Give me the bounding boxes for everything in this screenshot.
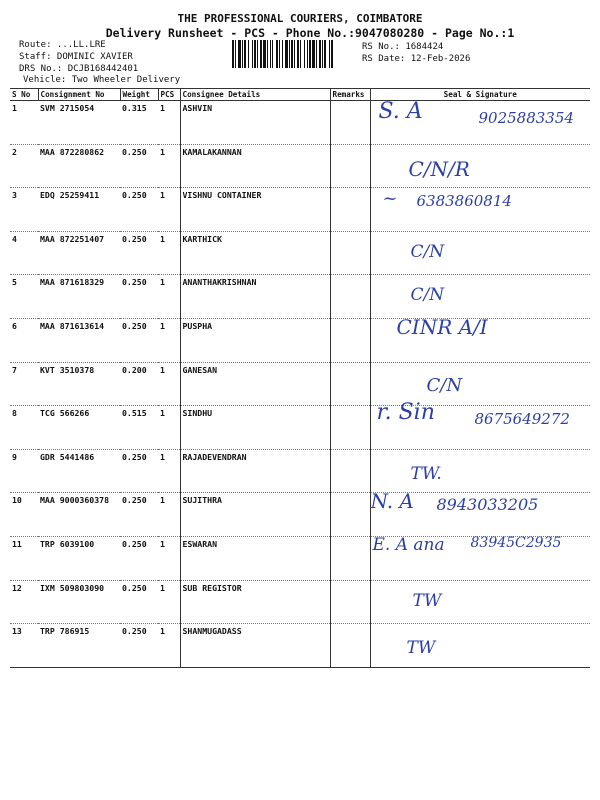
col-consignment: Consignment No (38, 89, 120, 101)
table-row (10, 318, 590, 362)
cell-sno: 6 (10, 318, 38, 362)
col-sno: S No (10, 89, 38, 101)
table-row (10, 101, 590, 145)
cell-signature (370, 449, 590, 493)
handwritten-phone: 6383860814 (416, 192, 512, 211)
runsheet-subtitle: Delivery Runsheet - PCS - Phone No.:9047080280 - Page No.:1 (105, 26, 515, 40)
cell-pcs: 1 (158, 101, 180, 145)
cell-signature (370, 101, 590, 145)
cell-cons: MAA 872280862 (38, 144, 120, 188)
table-row (10, 624, 590, 668)
table-row (10, 580, 590, 624)
handwritten-signature: N. A (370, 489, 414, 514)
handwritten-phone: 9025883354 (478, 109, 574, 127)
cell-remarks (330, 449, 370, 493)
handwritten-signature: CINR A/I (396, 314, 488, 339)
handwritten-phone: 8943033205 (436, 495, 539, 515)
cell-name: SHANMUGADASS (180, 624, 330, 668)
handwritten-signature: C/N (410, 285, 445, 306)
cell-name: ASHVIN (180, 101, 330, 145)
table-header-row (10, 89, 590, 101)
cell-sno: 8 (10, 406, 38, 450)
table-row (10, 406, 590, 450)
table-row (10, 188, 590, 232)
cell-signature (370, 400, 590, 450)
cell-name: ESWARAN (180, 536, 330, 580)
handwritten-signature: ~ (382, 188, 398, 210)
rs-date: RS Date: 12-Feb-2026 (362, 54, 471, 64)
rs-number: RS No.: 1684424 (362, 42, 444, 52)
table-row (10, 231, 590, 275)
cell-weight: 0.250 (120, 144, 158, 188)
route-label: Route: ...LL.LRE (19, 40, 106, 50)
handwritten-signature: TW (412, 590, 442, 611)
company-title: THE PROFESSIONAL COURIERS, COIMBATORE (177, 12, 423, 25)
cell-weight: 0.515 (120, 406, 158, 450)
cell-name: GANESAN (180, 362, 330, 406)
cell-sno: 5 (10, 275, 38, 319)
handwritten-signature: TW (406, 638, 436, 659)
cell-sno: 1 (10, 101, 38, 145)
cell-sno: 13 (10, 624, 38, 668)
cell-cons: TRP 6039100 (38, 536, 120, 580)
cell-sno: 12 (10, 580, 38, 624)
cell-pcs: 1 (158, 580, 180, 624)
cell-cons: IXM 509803090 (38, 580, 120, 624)
cell-signature (370, 275, 590, 319)
table-row (10, 449, 590, 493)
cell-signature (370, 231, 590, 275)
cell-pcs: 1 (158, 188, 180, 232)
cell-pcs: 1 (158, 493, 180, 537)
handwritten-signature: C/N (410, 241, 445, 262)
handwritten-phone: 83945C2935 (470, 534, 562, 551)
cell-remarks (330, 362, 370, 406)
handwritten-signature: TW. (410, 463, 442, 484)
cell-signature (370, 188, 590, 232)
cell-pcs: 1 (158, 406, 180, 450)
cell-name: SINDHU (180, 406, 330, 450)
cell-remarks (330, 101, 370, 145)
col-weight: Weight (120, 89, 158, 101)
staff-label: Staff: DOMINIC XAVIER (19, 52, 133, 62)
table-row (10, 493, 590, 537)
handwritten-phone: 8675649272 (474, 410, 570, 429)
cell-sno: 11 (10, 536, 38, 580)
cell-name: SUJITHRA (180, 493, 330, 537)
cell-pcs: 1 (158, 624, 180, 668)
cell-cons: GDR 5441486 (38, 449, 120, 493)
cell-pcs: 1 (158, 231, 180, 275)
cell-weight: 0.250 (120, 449, 158, 493)
cell-name: SUB REGISTOR (180, 580, 330, 624)
cell-weight: 0.250 (120, 536, 158, 580)
cell-sno: 10 (10, 493, 38, 537)
table-row (10, 275, 590, 319)
cell-remarks (330, 493, 370, 537)
col-signature: Seal & Signature (370, 89, 590, 101)
cell-sno: 3 (10, 188, 38, 232)
cell-weight: 0.250 (120, 275, 158, 319)
vehicle-label: Vehicle: Two Wheeler Delivery (23, 75, 181, 85)
col-pcs: PCS (158, 89, 180, 101)
cell-weight: 0.250 (120, 231, 158, 275)
cell-signature (370, 314, 590, 362)
cell-weight: 0.200 (120, 362, 158, 406)
cell-weight: 0.250 (120, 188, 158, 232)
handwritten-signature: S. A (378, 99, 423, 124)
cell-signature (370, 624, 590, 668)
cell-remarks (330, 275, 370, 319)
cell-sno: 2 (10, 144, 38, 188)
cell-cons: KVT 3510378 (38, 362, 120, 406)
cell-name: RAJADEVENDRAN (180, 449, 330, 493)
cell-sno: 9 (10, 449, 38, 493)
col-consignee: Consignee Details (180, 89, 330, 101)
cell-name: PUSPHA (180, 318, 330, 362)
handwritten-signature: r. Sin (376, 400, 435, 426)
cell-signature (370, 536, 590, 580)
runsheet-table (10, 88, 590, 668)
col-remarks: Remarks (330, 89, 370, 101)
cell-signature (370, 144, 590, 188)
cell-pcs: 1 (158, 275, 180, 319)
cell-pcs: 1 (158, 536, 180, 580)
cell-cons: MAA 872251407 (38, 231, 120, 275)
cell-remarks (330, 188, 370, 232)
handwritten-signature: C/N (426, 374, 463, 396)
cell-remarks (330, 231, 370, 275)
cell-cons: TCG 566266 (38, 406, 120, 450)
cell-weight: 0.250 (120, 493, 158, 537)
handwritten-signature: E. A ana (372, 534, 445, 555)
cell-remarks (330, 580, 370, 624)
cell-cons: TRP 786915 (38, 624, 120, 668)
handwritten-signature: C/N/R (408, 156, 470, 181)
cell-sno: 4 (10, 231, 38, 275)
cell-pcs: 1 (158, 449, 180, 493)
cell-cons: MAA 871613614 (38, 318, 120, 362)
cell-name: ANANTHAKRISHNAN (180, 275, 330, 319)
cell-remarks (330, 536, 370, 580)
cell-cons: MAA 9000360378 (38, 493, 120, 537)
drs-label: DRS No.: DCJB168442401 (19, 64, 139, 74)
cell-remarks (330, 318, 370, 362)
cell-remarks (330, 624, 370, 668)
cell-name: KAMALAKANNAN (180, 144, 330, 188)
cell-cons: SVM 2715054 (38, 101, 120, 145)
cell-sno: 7 (10, 362, 38, 406)
cell-pcs: 1 (158, 144, 180, 188)
table-row (10, 362, 590, 406)
cell-signature (370, 489, 590, 537)
cell-name: KARTHICK (180, 231, 330, 275)
cell-name: VISHNU CONTAINER (180, 188, 330, 232)
cell-weight: 0.250 (120, 318, 158, 362)
cell-pcs: 1 (158, 318, 180, 362)
cell-remarks (330, 406, 370, 450)
cell-weight: 0.250 (120, 580, 158, 624)
cell-signature (370, 580, 590, 624)
cell-cons: EDQ 25259411 (38, 188, 120, 232)
cell-weight: 0.315 (120, 101, 158, 145)
cell-cons: MAA 871618329 (38, 275, 120, 319)
cell-weight: 0.250 (120, 624, 158, 668)
cell-remarks (330, 144, 370, 188)
barcode-image (232, 40, 357, 68)
table-row (10, 144, 590, 188)
table-row (10, 536, 590, 580)
cell-pcs: 1 (158, 362, 180, 406)
cell-signature (370, 362, 590, 406)
